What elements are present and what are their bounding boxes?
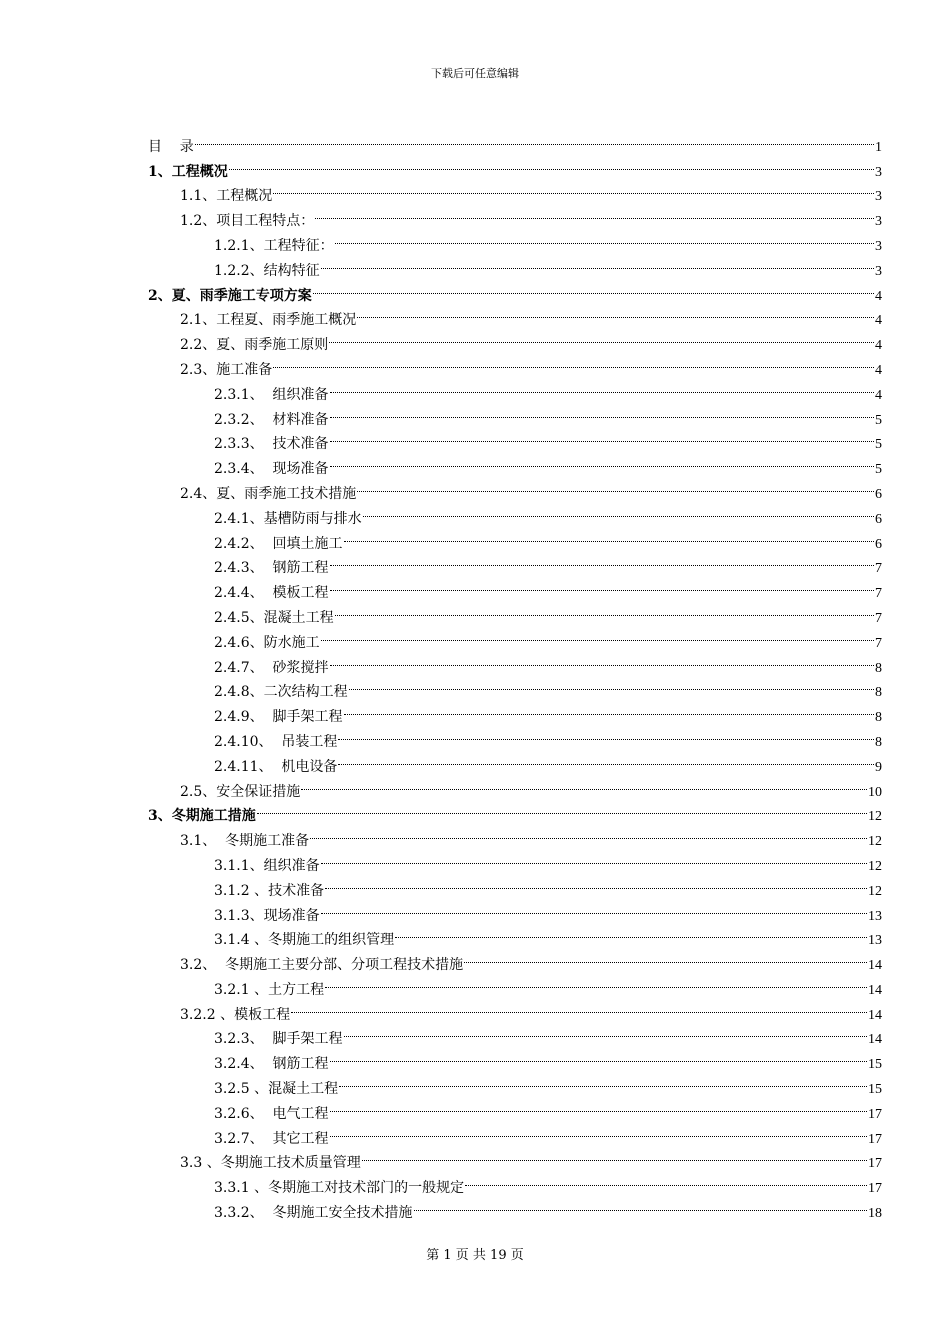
toc-entry-title: 2、夏、雨季施工专项方案 <box>148 287 312 304</box>
toc-entry-page-number: 4 <box>875 288 882 304</box>
toc-entry-page-number: 12 <box>868 858 882 874</box>
dot-leader <box>321 622 874 647</box>
dot-leader <box>330 647 874 672</box>
toc-entry-page-number: 14 <box>868 982 882 998</box>
dot-leader <box>330 1043 867 1068</box>
toc-entry-title: 3、冬期施工措施 <box>148 808 256 825</box>
dot-leader <box>330 1118 867 1143</box>
toc-entry-title: 2.5、安全保证措施 <box>180 783 301 800</box>
toc-entry-page-number: 3 <box>875 164 882 180</box>
dot-leader <box>330 572 874 597</box>
toc-entry-title: 2.4.11、 机电设备 <box>214 758 338 775</box>
dot-leader <box>344 696 874 721</box>
dot-leader <box>321 895 867 920</box>
toc-entry-page-number: 4 <box>875 338 882 354</box>
toc-entry-page-number: 6 <box>875 536 882 552</box>
page-header: 下载后可任意编辑 <box>431 67 519 80</box>
toc-entry[interactable] <box>148 151 882 180</box>
toc-entry-page-number: 8 <box>875 734 882 750</box>
toc-entry-page-number: 5 <box>875 462 882 478</box>
toc-entry-title: 3.2.2 、模板工程 <box>180 1006 291 1023</box>
toc-entry-page-number: 10 <box>868 784 882 800</box>
dot-leader <box>310 820 867 845</box>
toc-entry-page-number: 17 <box>868 1106 882 1122</box>
toc-entry-page-number: 7 <box>875 635 882 651</box>
dot-leader <box>330 548 874 573</box>
dot-leader <box>465 1167 867 1192</box>
table-of-contents <box>148 126 882 1222</box>
dot-leader <box>257 796 867 821</box>
toc-entry-page-number: 3 <box>875 214 882 230</box>
toc-entry-page-number: 6 <box>875 511 882 527</box>
toc-entry-title: 2.4.6、防水施工 <box>214 634 320 651</box>
toc-entry-title: 2.4.5、混凝土工程 <box>214 609 334 626</box>
toc-entry-page-number: 17 <box>868 1181 882 1197</box>
dot-leader <box>414 1192 867 1217</box>
toc-entry[interactable] <box>148 126 882 155</box>
toc-entry-title: 2.4.7、 砂浆搅拌 <box>214 659 329 676</box>
toc-entry-title: 2.4.8、二次结构工程 <box>214 684 348 701</box>
toc-entry-page-number: 5 <box>875 412 882 428</box>
dot-leader <box>329 324 874 349</box>
toc-entry-title: 2.2、夏、雨季施工原则 <box>180 337 329 354</box>
toc-entry-title: 3.2.5 、混凝土工程 <box>214 1081 339 1098</box>
dot-leader <box>339 1068 867 1093</box>
dot-leader <box>349 672 874 697</box>
toc-entry[interactable] <box>148 820 882 850</box>
toc-entry-title: 3.1.3、现场准备 <box>214 907 320 924</box>
dot-leader <box>395 920 867 945</box>
toc-entry-title: 3.2、 冬期施工主要分部、分项工程技术措施 <box>180 957 464 974</box>
toc-entry[interactable] <box>148 796 882 825</box>
toc-entry-title: 2.3.4、 现场准备 <box>214 461 329 478</box>
toc-entry[interactable] <box>148 176 882 205</box>
dot-leader <box>357 300 874 325</box>
dot-leader <box>195 126 874 151</box>
dot-leader <box>344 1019 867 1044</box>
toc-entry-title: 3.3 、冬期施工技术质量管理 <box>180 1155 361 1172</box>
toc-entry-page-number: 13 <box>868 933 882 949</box>
toc-entry-page-number: 8 <box>875 660 882 676</box>
toc-entry-title: 3.3.1 、冬期施工对技术部门的一般规定 <box>214 1180 465 1197</box>
toc-entry-page-number: 1 <box>875 139 882 155</box>
toc-entry-title: 1、工程概况 <box>148 163 228 180</box>
toc-entry-page-number: 3 <box>875 238 882 254</box>
toc-entry-page-number: 14 <box>868 958 882 974</box>
toc-entry-page-number: 12 <box>868 883 882 899</box>
dot-leader <box>330 399 874 424</box>
toc-entry-page-number: 7 <box>875 586 882 602</box>
toc-entry-page-number: 13 <box>868 908 882 924</box>
toc-entry-title: 2.3.2、 材料准备 <box>214 411 329 428</box>
toc-entry-page-number: 4 <box>875 362 882 378</box>
toc-entry-page-number: 12 <box>868 809 882 825</box>
toc-entry-title: 2.4.1、基槽防雨与排水 <box>214 510 362 527</box>
toc-entry-title: 2.4.9、 脚手架工程 <box>214 709 343 726</box>
toc-entry-page-number: 12 <box>868 834 882 850</box>
dot-leader <box>313 275 874 300</box>
toc-entry-page-number: 18 <box>868 1206 882 1222</box>
toc-entry-title: 2.4.4、 模板工程 <box>214 585 329 602</box>
dot-leader <box>464 944 867 969</box>
toc-entry-title: 3.2.6、 电气工程 <box>214 1105 329 1122</box>
toc-entry-page-number: 7 <box>875 610 882 626</box>
toc-entry-title: 3.1.4 、冬期施工的组织管理 <box>214 932 395 949</box>
toc-entry-page-number: 14 <box>868 1007 882 1023</box>
dot-leader <box>321 250 874 275</box>
dot-leader <box>330 1093 867 1118</box>
toc-entry-page-number: 14 <box>868 1032 882 1048</box>
dot-leader <box>330 448 874 473</box>
toc-entry-title: 3.2.3、 脚手架工程 <box>214 1031 343 1048</box>
dot-leader <box>291 994 867 1019</box>
toc-entry-title: 2.4.3、 钢筋工程 <box>214 560 329 577</box>
toc-entry-title: 1.2.2、结构特征 <box>214 262 320 279</box>
page-footer: 第 1 页 共 19 页 <box>426 1248 524 1263</box>
toc-entry-title: 1.1、工程概况 <box>180 188 273 205</box>
dot-leader <box>357 473 874 498</box>
dot-leader <box>344 523 874 548</box>
toc-entry-title: 3.1.1、组织准备 <box>214 857 320 874</box>
dot-leader <box>338 746 874 771</box>
toc-entry-title: 2.4、夏、雨季施工技术措施 <box>180 485 357 502</box>
toc-entry-title: 3.1.2 、技术准备 <box>214 882 325 899</box>
dot-leader <box>335 225 874 250</box>
toc-entry-page-number: 15 <box>868 1082 882 1098</box>
toc-entry-title: 2.3.3、 技术准备 <box>214 436 329 453</box>
toc-entry-page-number: 17 <box>868 1156 882 1172</box>
dot-leader <box>335 597 874 622</box>
toc-entry-title: 1.2、项目工程特点： <box>180 213 315 230</box>
toc-entry-title: 3.2.7、 其它工程 <box>214 1130 329 1147</box>
dot-leader <box>229 151 874 176</box>
dot-leader <box>330 374 874 399</box>
dot-leader <box>325 969 867 994</box>
toc-entry-page-number: 8 <box>875 685 882 701</box>
dot-leader <box>301 771 867 796</box>
toc-entry-page-number: 7 <box>875 561 882 577</box>
dot-leader <box>363 498 874 523</box>
toc-entry-page-number: 3 <box>875 263 882 279</box>
toc-entry-title: 3.3.2、 冬期施工安全技术措施 <box>214 1205 413 1222</box>
toc-entry-page-number: 4 <box>875 313 882 329</box>
dot-leader <box>321 845 867 870</box>
toc-entry-page-number: 6 <box>875 486 882 502</box>
toc-entry-title: 1.2.1、工程特征： <box>214 237 334 254</box>
toc-entry-page-number: 4 <box>875 387 882 403</box>
toc-entry-page-number: 8 <box>875 710 882 726</box>
dot-leader <box>273 349 874 374</box>
toc-entry-page-number: 9 <box>875 759 882 775</box>
toc-entry-page-number: 15 <box>868 1057 882 1073</box>
toc-entry-title: 3.2.4、 钢筋工程 <box>214 1056 329 1073</box>
toc-entry-title: 2.3.1、 组织准备 <box>214 386 329 403</box>
toc-entry-page-number: 5 <box>875 437 882 453</box>
toc-entry-page-number: 3 <box>875 189 882 205</box>
dot-leader <box>362 1143 867 1168</box>
toc-entry-title: 2.1、工程夏、雨季施工概况 <box>180 312 357 329</box>
toc-entry-title: 2.3、施工准备 <box>180 361 273 378</box>
toc-entry-title: 2.4.2、 回填土施工 <box>214 535 343 552</box>
dot-leader <box>325 870 867 895</box>
toc-entry-title: 2.4.10、 吊装工程 <box>214 733 338 750</box>
dot-leader <box>273 176 874 201</box>
dot-leader <box>330 424 874 449</box>
toc-entry-page-number: 17 <box>868 1131 882 1147</box>
toc-entry-title: 3.2.1 、土方工程 <box>214 981 325 998</box>
dot-leader <box>315 200 874 225</box>
toc-entry-title: 3.1、 冬期施工准备 <box>180 833 310 850</box>
dot-leader <box>338 721 874 746</box>
toc-entry-title: 目 录 <box>148 138 194 155</box>
